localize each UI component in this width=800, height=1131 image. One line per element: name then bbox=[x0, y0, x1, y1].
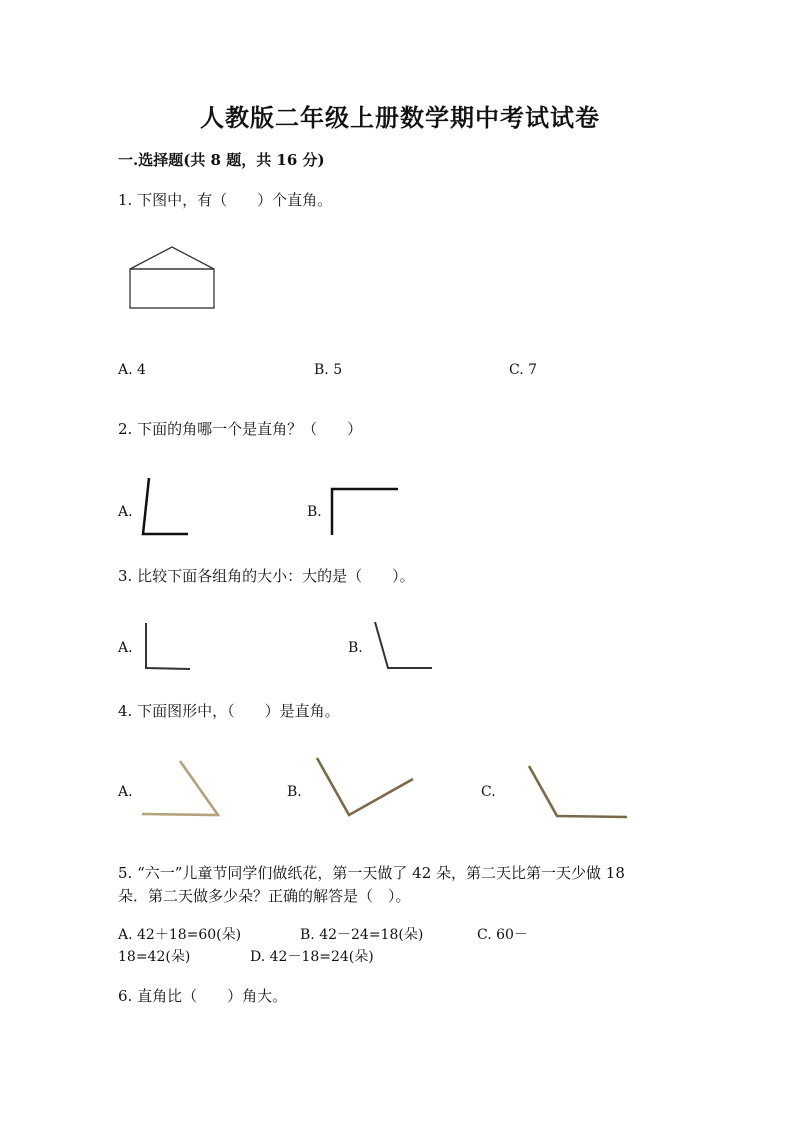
page-title: 人教版二年级上册数学期中考试试卷 bbox=[200, 103, 600, 132]
question-2-option-a: A. bbox=[118, 504, 133, 520]
angle-figure-4b bbox=[315, 755, 417, 819]
question-3-option-b: B. bbox=[348, 640, 363, 656]
question-2-option-b: B. bbox=[307, 504, 322, 520]
question-5-option-a: A. 42＋18=60(朵) bbox=[118, 927, 242, 943]
angle-figure-3a bbox=[144, 620, 192, 672]
question-1-option-c: C. 7 bbox=[509, 362, 538, 378]
question-2-text: 2. 下面的角哪一个是直角？（ ） bbox=[118, 420, 363, 438]
angle-figure-4a bbox=[140, 758, 222, 820]
question-5-option-c: C. 60－ bbox=[477, 927, 528, 943]
angle-figure-2b bbox=[330, 487, 400, 537]
question-4-option-c: C. bbox=[481, 784, 496, 800]
question-5-option-b: B. 42－24=18(朵) bbox=[300, 927, 424, 943]
section-heading: 一.选择题(共 8 题，共 16 分) bbox=[118, 151, 325, 169]
question-4-option-a: A. bbox=[118, 784, 133, 800]
question-5-option-d: D. 42－18=24(朵) bbox=[250, 949, 374, 965]
angle-figure-3b bbox=[372, 620, 434, 672]
question-4-text: 4. 下面图形中，（ ）是直角。 bbox=[118, 702, 340, 720]
angle-figure-4c bbox=[527, 764, 629, 820]
house-figure bbox=[128, 245, 218, 311]
question-3-text: 3. 比较下面各组角的大小：大的是（ ）。 bbox=[118, 567, 415, 585]
question-5-text-line-1: 5. “六一”儿童节同学们做纸花，第一天做了 42 朵，第二天比第一天少做 18 bbox=[118, 864, 625, 882]
question-1-option-b: B. 5 bbox=[314, 362, 343, 378]
question-1-option-a: A. 4 bbox=[118, 362, 146, 378]
question-1-text: 1. 下图中，有（ ）个直角。 bbox=[118, 191, 333, 209]
question-3-option-a: A. bbox=[118, 640, 133, 656]
question-4-option-b: B. bbox=[287, 784, 302, 800]
question-6-text: 6. 直角比（ ）角大。 bbox=[118, 987, 288, 1005]
angle-figure-2a bbox=[140, 476, 190, 538]
question-5-option-c-continued: 18=42(朵) bbox=[118, 949, 191, 965]
question-5-text-line-2: 朵．第二天做多少朵？正确的解答是（ ）。 bbox=[118, 887, 411, 905]
